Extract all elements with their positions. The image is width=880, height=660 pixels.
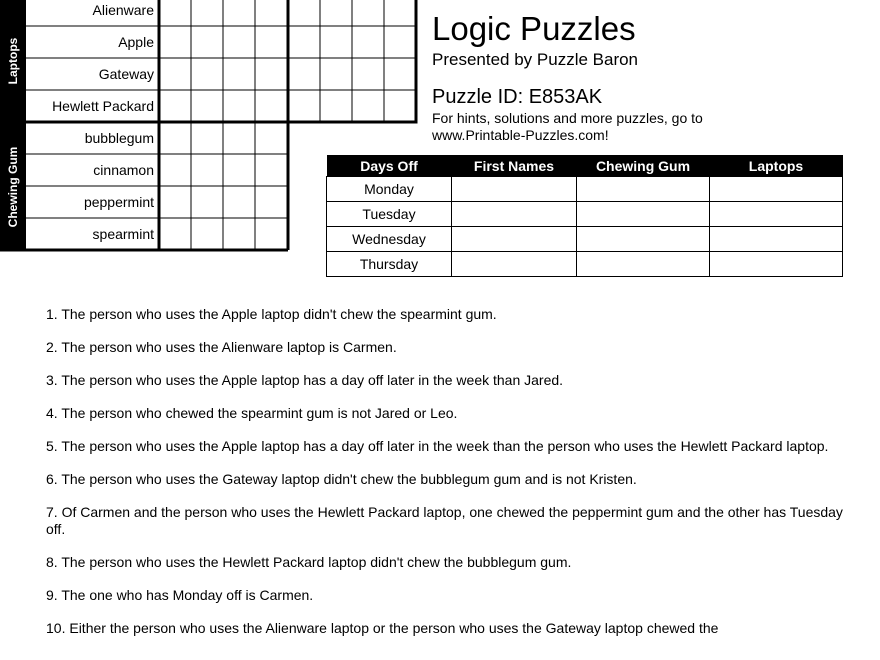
answer-table: [326, 155, 843, 277]
day-cell: Wednesday: [327, 227, 452, 252]
row-label-alienware: Alienware: [92, 2, 154, 18]
clue-4: 4. The person who chewed the spearmint gum is not Jared or Leo.: [46, 405, 458, 421]
col-header-days-off: Days Off: [327, 155, 452, 177]
clue-5: 5. The person who uses the Apple laptop has a day off later in the week than the person who uses the Hewlett Packard laptop.: [46, 438, 829, 454]
page-subtitle: Presented by Puzzle Baron: [432, 50, 639, 69]
answer-cell[interactable]: [577, 177, 710, 202]
clue-3: 3. The person who uses the Apple laptop has a day off later in the week than Jared.: [46, 372, 564, 388]
puzzle-id: Puzzle ID: E853AK: [432, 86, 603, 108]
col-header-chewing-gum: Chewing Gum: [577, 155, 710, 177]
answer-cell[interactable]: [452, 177, 577, 202]
clue-2: 2. The person who uses the Alienware laptop is Carmen.: [46, 339, 397, 355]
clue-8: 8. The person who uses the Hewlett Packard laptop didn't chew the bubblegum gum.: [46, 554, 572, 570]
answer-cell[interactable]: [710, 177, 843, 202]
row-label-spearmint: spearmint: [92, 226, 154, 242]
col-header-laptops: Laptops: [710, 155, 843, 177]
answer-cell[interactable]: [710, 227, 843, 252]
clue-6: 6. The person who uses the Gateway laptop didn't chew the bubblegum gum and is not Kristen.: [46, 471, 637, 487]
table-row: [327, 227, 843, 252]
col-header-first-names: First Names: [452, 155, 577, 177]
row-label-cinnamon: cinnamon: [93, 162, 154, 178]
chewing-gum-band: [0, 123, 26, 250]
answer-cell[interactable]: [452, 202, 577, 227]
answer-cell[interactable]: [710, 252, 843, 277]
laptops-band-label: Laptops: [6, 37, 20, 85]
answer-table-header: [327, 155, 843, 177]
row-label-hewlett-packard: Hewlett Packard: [52, 98, 154, 114]
table-row: [327, 202, 843, 227]
hints-line-1: For hints, solutions and more puzzles, go to: [432, 110, 703, 126]
row-label-peppermint: peppermint: [83, 194, 154, 210]
clue-7: 7. Of Carmen and the person who uses the Hewlett Packard laptop, one chewed the peppermint gum and the other has Tuesday off.: [46, 504, 843, 537]
answer-cell[interactable]: [577, 202, 710, 227]
hints-line-2: www.Printable-Puzzles.com!: [432, 127, 609, 143]
clue-9: 9. The one who has Monday off is Carmen.: [46, 587, 314, 603]
row-label-gateway: Gateway: [98, 66, 154, 82]
answer-cell[interactable]: [577, 227, 710, 252]
clue-10: 10. Either the person who uses the Alienware laptop or the person who uses the Gateway laptop chewed the: [46, 620, 719, 636]
table-row: [327, 177, 843, 202]
row-label-apple: Apple: [118, 34, 154, 50]
clue-list: [46, 306, 846, 653]
table-row: [327, 252, 843, 277]
answer-cell[interactable]: [710, 202, 843, 227]
row-label-bubblegum: bubblegum: [84, 130, 154, 146]
day-cell: Tuesday: [327, 202, 452, 227]
clue-1: 1. The person who uses the Apple laptop didn't chew the spearmint gum.: [46, 306, 497, 322]
chewing-gum-band-label: Chewing Gum: [6, 146, 20, 227]
hints-text: [432, 110, 852, 144]
laptops-band: [0, 0, 26, 122]
answer-cell[interactable]: [452, 227, 577, 252]
answer-cell[interactable]: [452, 252, 577, 277]
page-title: Logic Puzzles: [432, 10, 636, 47]
day-cell: Monday: [327, 177, 452, 202]
day-cell: Thursday: [327, 252, 452, 277]
answer-cell[interactable]: [577, 252, 710, 277]
